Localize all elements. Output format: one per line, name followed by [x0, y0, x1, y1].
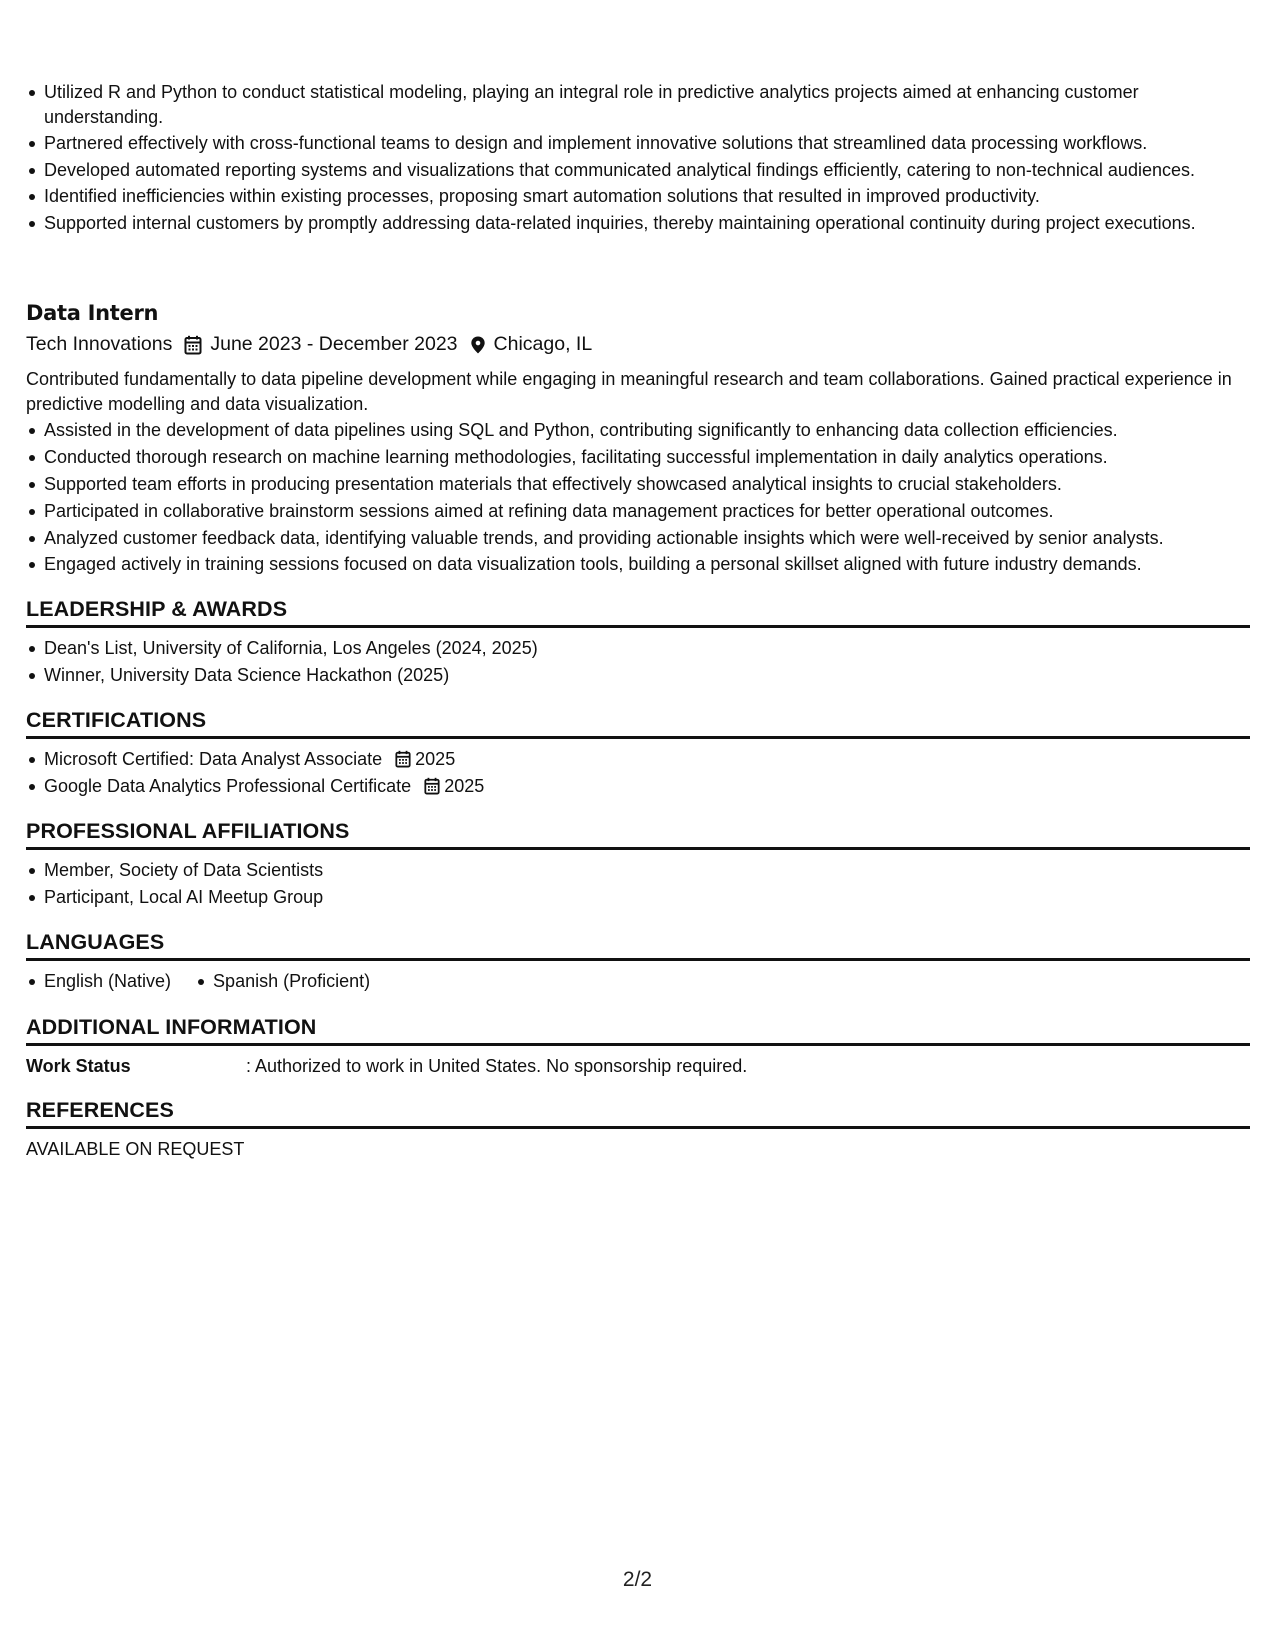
job-bullets	[26, 418, 1250, 579]
list-item: Member, Society of Data Scientists	[26, 858, 1250, 883]
list-item: Assisted in the development of data pipelines using SQL and Python, contributing significantly to enhancing data collection efficiencies.	[26, 418, 1250, 443]
job-meta	[26, 333, 592, 356]
list-item: Supported team efforts in producing presentation materials that effectively showcased analytical insights to crucial stakeholders.	[26, 472, 1250, 497]
certification-year: 2025	[444, 776, 485, 796]
section-heading: LEADERSHIP & AWARDS	[26, 596, 1250, 628]
section-additional-information	[26, 1014, 1250, 1078]
list-item: Supported internal customers by promptly addressing data-related inquiries, thereby maintaining operational continuity during project executions.	[26, 211, 1250, 236]
list-item: Engaged actively in training sessions focused on data visualization tools, building a personal skillset aligned with future industry demands.	[26, 552, 1250, 577]
job-location: Chicago, IL	[493, 333, 593, 355]
leadership-list	[26, 636, 1250, 688]
list-item: Participated in collaborative brainstorm sessions aimed at refining data management practices for better operational outcomes.	[26, 499, 1250, 524]
section-professional-affiliations	[26, 818, 1250, 912]
section-heading: LANGUAGES	[26, 929, 1250, 961]
section-languages	[26, 929, 1250, 996]
certification-name: Microsoft Certified: Data Analyst Associate	[44, 749, 383, 769]
list-item: Participant, Local AI Meetup Group	[26, 885, 1250, 910]
section-heading: CERTIFICATIONS	[26, 707, 1250, 739]
languages-list	[26, 969, 1250, 996]
list-item: Analyzed customer feedback data, identifying valuable trends, and providing actionable insights which were well-received by senior analysts.	[26, 526, 1250, 551]
work-status-label: Work Status	[26, 1056, 131, 1076]
certification-name: Google Data Analytics Professional Certificate	[44, 776, 412, 796]
list-item: Spanish (Proficient)	[195, 969, 370, 994]
previous-job-bullets	[26, 80, 1250, 237]
list-item: Conducted thorough research on machine learning methodologies, facilitating successful implementation in daily analytics operations.	[26, 445, 1250, 470]
job-company: Tech Innovations	[26, 333, 173, 355]
list-item: Utilized R and Python to conduct statistical modeling, playing an integral role in predictive analytics projects aimed at enhancing customer understanding.	[26, 80, 1250, 129]
affiliations-list	[26, 858, 1250, 910]
list-item	[26, 774, 1250, 799]
calendar-icon	[184, 335, 202, 355]
calendar-icon	[424, 777, 440, 795]
job-dates: June 2023 - December 2023	[210, 333, 458, 355]
work-status-value: : Authorized to work in United States. No sponsorship required.	[246, 1056, 748, 1076]
list-item: Partnered effectively with cross-functional teams to design and implement innovative solutions that streamlined data processing workflows.	[26, 131, 1250, 156]
certification-year: 2025	[415, 749, 456, 769]
section-heading: REFERENCES	[26, 1097, 1250, 1129]
list-item: English (Native)	[26, 969, 171, 994]
calendar-icon	[395, 750, 411, 768]
list-item: Developed automated reporting systems and visualizations that communicated analytical findings efficiently, catering to non-technical audiences.	[26, 158, 1250, 183]
list-item: Dean's List, University of California, Los Angeles (2024, 2025)	[26, 636, 1250, 661]
map-pin-icon	[470, 335, 486, 355]
page-number: 2/2	[622, 1568, 653, 1591]
job-title: Data Intern	[26, 301, 159, 325]
job-description: Contributed fundamentally to data pipeline development while engaging in meaningful research and team collaborations. Gained practical experience in predictive modelling and data visualization.	[26, 369, 1232, 414]
references-text: AVAILABLE ON REQUEST	[26, 1139, 245, 1159]
section-heading: PROFESSIONAL AFFILIATIONS	[26, 818, 1250, 850]
section-leadership-awards	[26, 596, 1250, 690]
section-references	[26, 1097, 1250, 1161]
certifications-list	[26, 747, 1250, 799]
list-item: Winner, University Data Science Hackathon (2025)	[26, 663, 1250, 688]
work-status-row	[26, 1054, 1250, 1078]
section-heading: ADDITIONAL INFORMATION	[26, 1014, 1250, 1046]
list-item	[26, 747, 1250, 772]
section-certifications	[26, 707, 1250, 801]
list-item: Identified inefficiencies within existing processes, proposing smart automation solutions that resulted in improved productivity.	[26, 184, 1250, 209]
